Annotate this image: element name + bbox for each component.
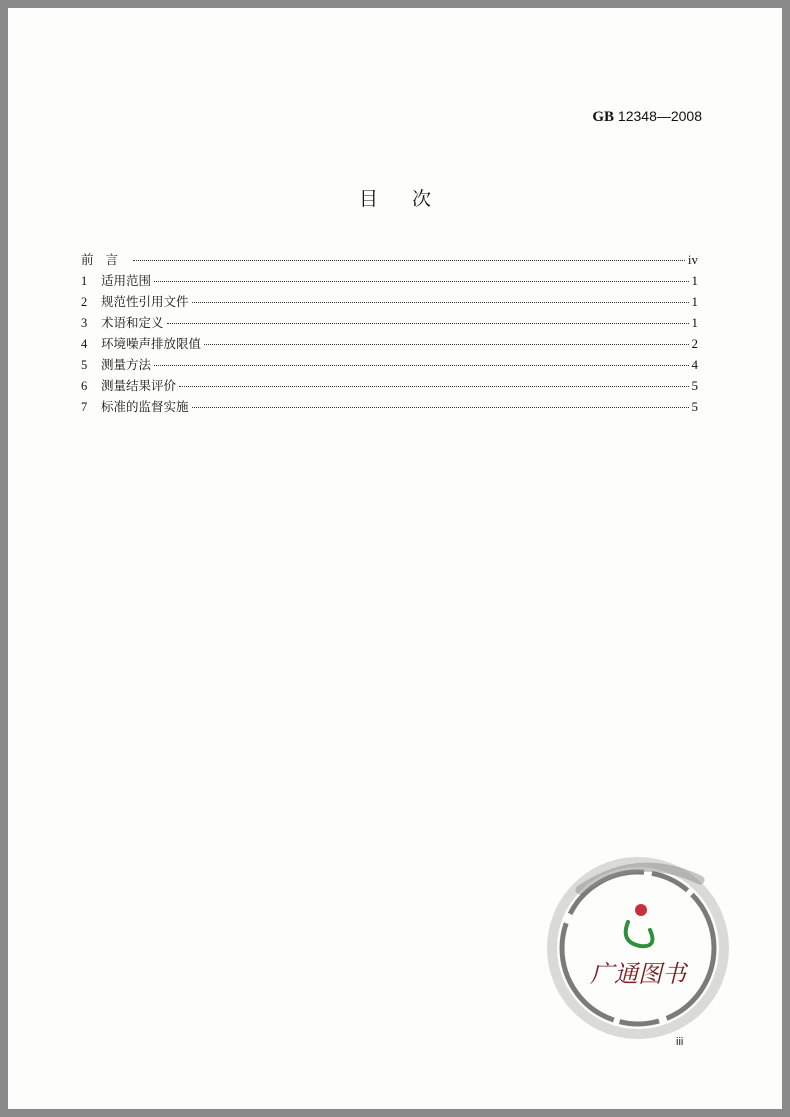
seal-logo-figure bbox=[626, 922, 653, 946]
toc-entry-label: 测量结果评价 bbox=[101, 378, 177, 393]
seal-logo-head bbox=[635, 904, 647, 916]
toc-entry-label: 测量方法 bbox=[101, 357, 152, 372]
toc-entry-label: 适用范围 bbox=[101, 273, 152, 288]
dot-leader bbox=[154, 281, 688, 282]
toc-title: 目次 bbox=[358, 188, 465, 210]
toc-entry-page: 5 bbox=[691, 378, 698, 393]
toc-entry-supervision[interactable] bbox=[81, 397, 698, 418]
table-of-contents bbox=[81, 250, 698, 418]
dot-leader bbox=[204, 344, 688, 345]
toc-entry-page: 1 bbox=[691, 273, 698, 288]
toc-entry-number: 2 bbox=[81, 295, 88, 309]
dot-leader bbox=[192, 302, 689, 303]
toc-entry-number: 6 bbox=[81, 379, 88, 393]
standard-number bbox=[592, 108, 702, 126]
toc-entry-number: 4 bbox=[81, 337, 88, 351]
document-page bbox=[8, 8, 782, 1109]
dot-leader bbox=[179, 386, 688, 387]
publisher-seal-watermark bbox=[540, 850, 736, 1046]
toc-entry-number: 5 bbox=[81, 358, 88, 372]
toc-entry-limits[interactable] bbox=[81, 334, 698, 355]
toc-entry-normative-references[interactable] bbox=[81, 292, 698, 313]
toc-entry-page: 1 bbox=[691, 294, 698, 309]
seal-brush-ring-inner bbox=[562, 872, 714, 1024]
toc-entry-page: 5 bbox=[691, 399, 698, 414]
dot-leader bbox=[154, 365, 688, 366]
toc-entry-terms[interactable] bbox=[81, 313, 698, 334]
toc-entry-scope[interactable] bbox=[81, 271, 698, 292]
toc-entry-number: 3 bbox=[81, 316, 88, 330]
page-number: iii bbox=[676, 1036, 684, 1048]
toc-entry-label: 规范性引用文件 bbox=[101, 294, 189, 309]
toc-entry-evaluation[interactable] bbox=[81, 376, 698, 397]
toc-entry-number: 7 bbox=[81, 400, 88, 414]
toc-entry-methods[interactable] bbox=[81, 355, 698, 376]
toc-entry-label: 前言 bbox=[81, 252, 131, 267]
toc-entry-page: iv bbox=[687, 252, 698, 267]
toc-entry-label: 环境噪声排放限值 bbox=[101, 336, 202, 351]
toc-entry-number: 1 bbox=[81, 274, 88, 288]
dot-leader bbox=[133, 260, 685, 261]
dot-leader bbox=[192, 407, 689, 408]
toc-entry-label: 标准的监督实施 bbox=[101, 399, 189, 414]
toc-entry-label: 术语和定义 bbox=[101, 315, 164, 330]
toc-entry-foreword[interactable] bbox=[81, 250, 698, 271]
dot-leader bbox=[167, 323, 689, 324]
toc-entry-page: 1 bbox=[691, 315, 698, 330]
toc-entry-page: 2 bbox=[691, 336, 698, 351]
standard-code: 12348—2008 bbox=[617, 108, 702, 124]
seal-brand-text: 广通图书 bbox=[590, 960, 686, 988]
toc-entry-page: 4 bbox=[691, 357, 698, 372]
standard-prefix: GB bbox=[592, 109, 615, 125]
